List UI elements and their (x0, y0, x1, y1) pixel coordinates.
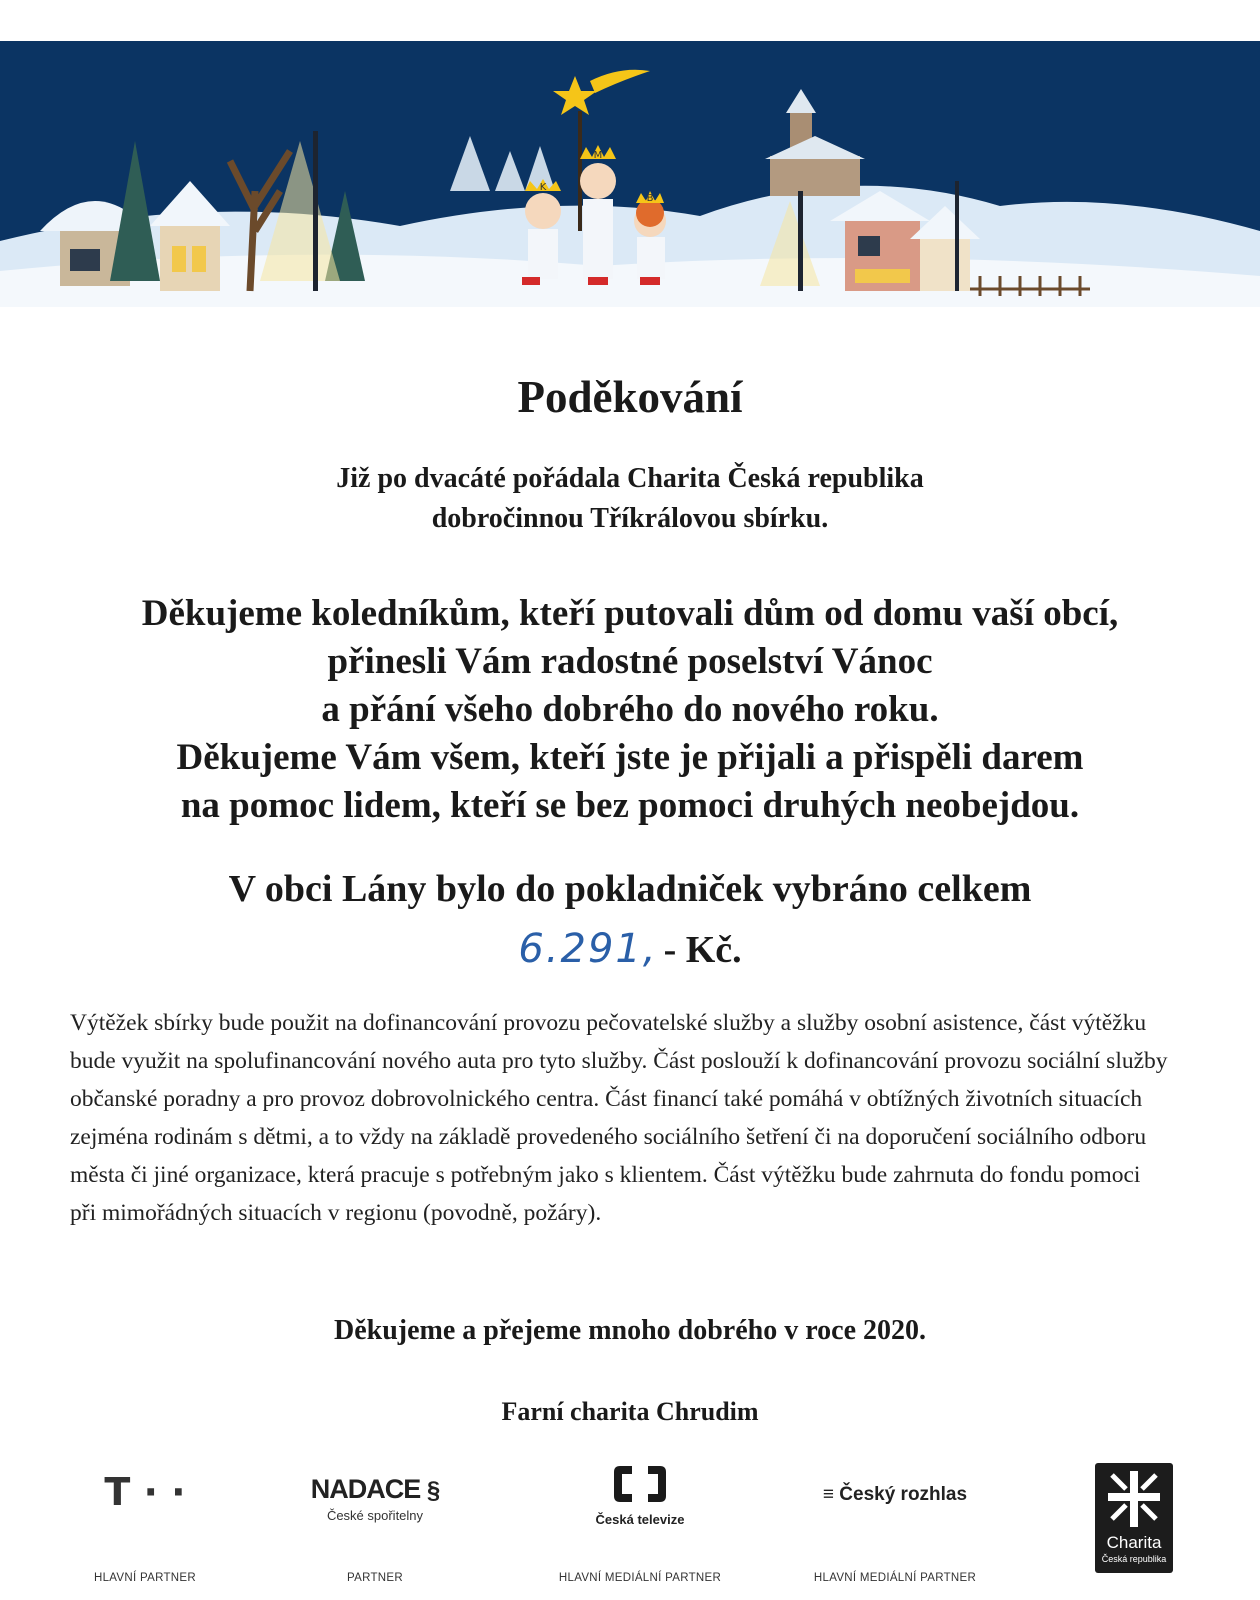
intro-text (0, 459, 1260, 539)
intro-line: dobročinnou Tříkrálovou sbírku. (431, 503, 829, 534)
closing-wish: Děkujeme a přejeme mnoho dobrého v roce 2020. (333, 1315, 927, 1346)
thanks-text (0, 590, 1260, 830)
thanks-line: a přání všeho dobrého do nového roku. (321, 689, 939, 730)
thanks-line: přinesli Vám radostné poselství Vánoc (327, 641, 933, 682)
crown-letter-k: K (539, 182, 547, 193)
partner-charita (1095, 1463, 1173, 1573)
handwritten-amount: 6.291, (518, 926, 658, 972)
church-illustration (765, 89, 865, 196)
thanks-line: Děkujeme koledníkům, kteří putovali dům od domu vaší obcí, (141, 593, 1119, 634)
page-title: Poděkování (517, 372, 743, 422)
cesky-rozhlas-name: Český rozhlas (839, 1484, 968, 1505)
ceska-televize-logo (610, 1462, 670, 1506)
charita-logo: Charita (1106, 1533, 1162, 1552)
partner-role: PARTNER (347, 1572, 403, 1584)
telekom-logo: T · · (104, 1470, 186, 1514)
intro-line: Již po dvacáté pořádala Charita Česká republika (336, 463, 924, 494)
collection-result-line: V obci Lány bylo do pokladniček vybráno celkem (228, 868, 1032, 910)
partner-nadace: NADACE § České spořitelny PARTNER (295, 1460, 455, 1600)
thanks-line: na pomoc lidem, kteří se bez pomoci druhých neobejdou. (180, 785, 1080, 826)
thanks-line: Děkujeme Vám všem, kteří jste je přijali a přispěli darem (176, 737, 1084, 778)
ceska-televize-name: Česká televize (595, 1512, 685, 1527)
nadace-cs-logo: NADACE (310, 1474, 421, 1504)
partner-telekom (70, 1460, 220, 1600)
partner-ceska-televize (545, 1460, 735, 1600)
crown-letter-m: M (593, 150, 603, 161)
winter-village-illustration (0, 41, 1260, 307)
collected-amount (0, 924, 1260, 975)
partner-role: HLAVNÍ MEDIÁLNÍ PARTNER (558, 1572, 722, 1584)
cesky-rozhlas-logo: ≡ (822, 1484, 834, 1505)
crown-letter-b: B (646, 193, 654, 204)
nadace-subtitle: České spořitelny (326, 1508, 424, 1523)
usage-paragraph: Výtěžek sbírky bude použit na dofinancování provozu pečovatelské služby a služby osobní asistence, část výtěžku bude využit na spolufinancování nového auta pro tyto služby. Část poslouží k dofinancování provozu sociální služby občanské poradny a pro provoz dobrovolnického centra. Část financí také pomáhá v obtížných životních situacích zejména rodinám s dětmi, a to vždy na základě provedeného sociálního šetření či na doporučení sociálního odboru města či jiné organizace, která pracuje s potřebným jako s klientem. Část výtěžku bude zahrnuta do fondu pomoci při mimořádných situacích v regionu (povodně, požáry). (70, 1010, 1168, 1226)
partner-role: HLAVNÍ MEDIÁLNÍ PARTNER (813, 1572, 977, 1584)
charita-subtitle: Česká republika (1101, 1554, 1167, 1564)
partner-role: HLAVNÍ PARTNER (94, 1572, 196, 1584)
currency-suffix: - Kč. (663, 929, 742, 971)
signature: Farní charita Chrudim (501, 1397, 759, 1426)
winter-banner (0, 41, 1260, 307)
partner-cesky-rozhlas (800, 1460, 990, 1600)
charita-cross-icon (1104, 1467, 1164, 1531)
